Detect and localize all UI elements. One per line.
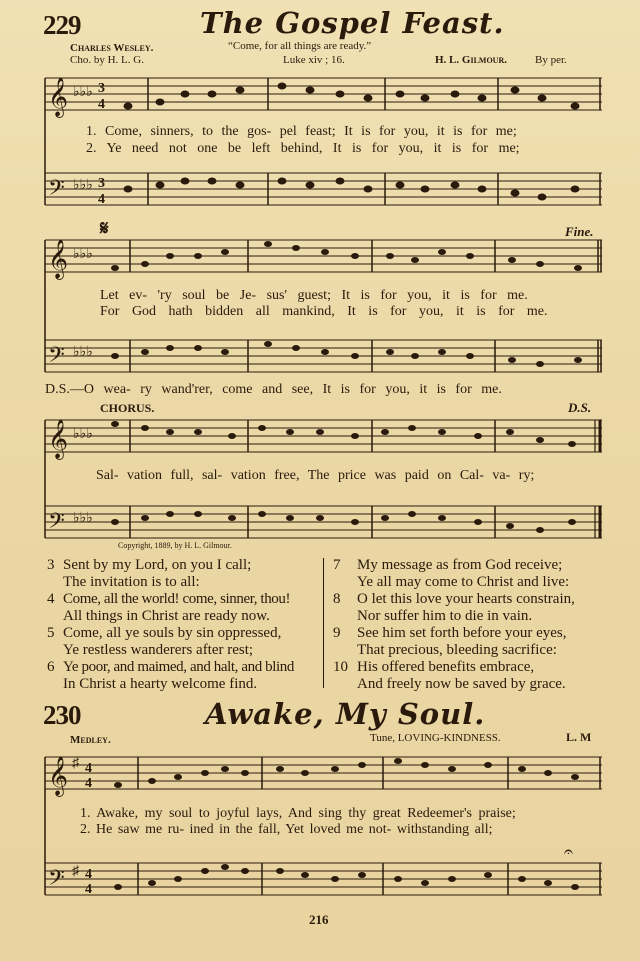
verse-divider <box>323 558 324 688</box>
sharp-icon: ♯ <box>72 756 79 771</box>
flats-icon: ♭♭♭ <box>73 345 93 360</box>
verse-4-line-2: All things in Christ are ready now. <box>63 608 270 624</box>
flats-icon: ♭♭♭ <box>73 511 93 526</box>
hymn-229-ds-line: D.S.—O wea- ry wand'rer, come and see, It is for you, it is for me. <box>45 382 502 397</box>
copyright-notice: Copyright, 1889, by H. L. Gilmour. <box>118 541 232 550</box>
hymn-229-lyric-1-verse-1: 1. Come, sinners, to the gos- pel feast; It is for you, it is for me; <box>86 124 517 139</box>
segno-icon: 𝄋 <box>100 218 109 240</box>
flats-icon: ♭♭♭ <box>73 85 93 100</box>
hymn-229-reference: Luke xiv ; 16. <box>283 54 345 66</box>
hymn-230-meter: L. M <box>566 730 592 744</box>
verse-3: 3 Sent by my Lord, on you I call; <box>47 557 252 573</box>
time-signature: 4 <box>85 867 92 882</box>
hymn-229-epigraph: “Come, for all things are ready.” <box>228 40 372 52</box>
time-signature: 4 <box>85 761 92 776</box>
hymn-229-lyric-1-verse-2: 2. Ye need not one be left behind, It is for you, it is for me; <box>86 141 520 156</box>
chorus-lyric: Sal- vation full, sal- vation free, The price was paid on Cal- va- ry; <box>96 468 535 483</box>
hymn-230-number: 230 <box>43 700 81 730</box>
time-signature: 4 <box>98 192 105 207</box>
bass-clef-icon: 𝄢 <box>48 866 65 895</box>
bass-clef-icon: 𝄢 <box>48 343 65 372</box>
verses-right-column <box>333 557 575 693</box>
hymn-229-author: Charles Wesley. <box>70 42 154 54</box>
hymn-230-lyric-1-verse-1: 1. Awake, my soul to joyful lays, And sing thy great Redeemer's praise; <box>80 806 516 821</box>
ds-marker: D.S. <box>568 400 592 415</box>
hymn-229-permission: By per. <box>535 54 567 66</box>
hymn-230-source: Medley. <box>70 734 111 746</box>
sharp-icon: ♯ <box>72 864 79 879</box>
flats-icon: ♭♭♭ <box>73 247 93 262</box>
page-number: 216 <box>309 912 329 927</box>
verse-6-line-2: In Christ a hearty welcome find. <box>63 676 258 692</box>
hymn-229-lyric-2-verse-1: Let ev- 'ry soul be Je- sus' guest; It is for you, it is for me. <box>100 288 528 303</box>
flats-icon: ♭♭♭ <box>73 427 93 442</box>
verse-7: 7 My message as from God receive; <box>333 557 563 573</box>
verse-6: 6 Ye poor, and maimed, and halt, and blind <box>47 659 295 675</box>
time-signature: 3 <box>98 81 105 96</box>
treble-clef-icon: 𝄞 <box>48 758 69 795</box>
verse-5: 5 Come, all ye souls by sin oppressed, <box>47 625 282 641</box>
verse-3-line-2: The invitation is to all: <box>63 574 200 590</box>
verse-4: 4 Come, all the world! come, sinner, thou! <box>47 591 291 607</box>
time-signature: 4 <box>85 882 92 897</box>
hymn-229-composer: H. L. Gilmour. <box>435 54 507 66</box>
fermata-icon: 𝄐 <box>564 844 573 861</box>
verse-10-line-2: And freely now be saved by grace. <box>357 676 566 692</box>
bass-clef-icon: 𝄢 <box>48 509 65 538</box>
hymn-229-number: 229 <box>43 10 81 40</box>
treble-clef-icon: 𝄞 <box>48 241 69 278</box>
verse-9-line-2: That precious, bleeding sacrifice: <box>357 642 557 658</box>
hymn-229-title: The Gospel Feast. <box>200 6 505 40</box>
time-signature: 4 <box>85 776 92 791</box>
treble-clef-icon: 𝄞 <box>48 79 69 116</box>
bass-clef-icon: 𝄢 <box>48 176 65 205</box>
verse-8-line-2: Nor suffer him to die in vain. <box>357 608 533 624</box>
verse-10: 10 His offered benefits embrace, <box>333 659 535 675</box>
hymn-230-tune: Tune, LOVING-KINDNESS. <box>370 732 501 744</box>
verse-8: 8 O let this love your hearts constrain, <box>333 591 575 607</box>
fine-marker: Fine. <box>565 224 594 239</box>
verses-left-column <box>47 557 294 693</box>
hymn-230-lyric-1-verse-2: 2. He saw me ru- ined in the fall, Yet loved me not- withstanding all; <box>80 822 493 837</box>
hymn-229-lyric-2-verse-2: For God hath bidden all mankind, It is for you, it is for me. <box>100 304 548 319</box>
hymn-230-title: Awake, My Soul. <box>205 697 486 731</box>
flats-icon: ♭♭♭ <box>73 178 93 193</box>
hymn-229-chorus-by: Cho. by H. L. G. <box>70 54 144 66</box>
time-signature: 3 <box>98 176 105 191</box>
treble-clef-icon: 𝄞 <box>48 421 69 458</box>
chorus-label: CHORUS. <box>100 401 155 415</box>
time-signature: 4 <box>98 97 105 112</box>
verse-9: 9 See him set forth before your eyes, <box>333 625 567 641</box>
verse-5-line-2: Ye restless wanderers after rest; <box>63 642 254 658</box>
verse-7-line-2: Ye all may come to Christ and live: <box>357 574 570 590</box>
